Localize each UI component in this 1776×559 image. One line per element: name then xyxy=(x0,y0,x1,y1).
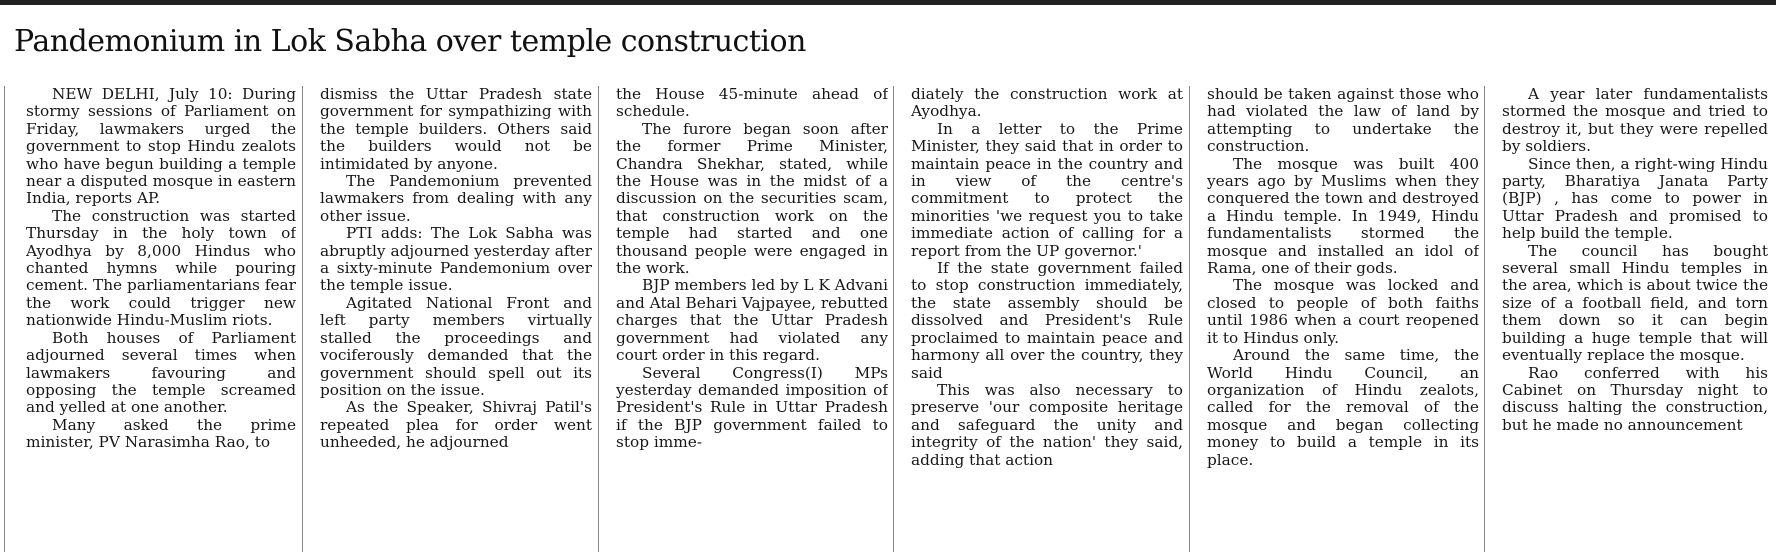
article-body xyxy=(8,86,1776,546)
paragraph: dismiss the Uttar Pradesh state government for sympathizing with the temple builders. Others said the builders would not be intimidated by anyone. xyxy=(320,86,592,173)
paragraph: Several Congress(I) MPs yesterday demanded imposition of President's Rule in Uttar Pradesh if the BJP government failed to stop imme- xyxy=(616,363,888,452)
paragraph: The Pandemonium prevented lawmakers from dealing with any other issue. xyxy=(320,172,592,225)
paragraph: Rao conferred with his Cabinet on Thursday night to discuss halting the construction, but he made no announcement xyxy=(1502,363,1768,434)
column-5 xyxy=(1207,86,1479,546)
column-2 xyxy=(320,86,592,546)
column-1 xyxy=(26,86,296,546)
paragraph: Both houses of Parliament adjourned several times when lawmakers favouring and opposing the temple screamed and yelled at one another. xyxy=(26,328,296,417)
paragraph: As the Speaker, Shivraj Patil's repeated plea for order went unheeded, he adjourned xyxy=(320,398,592,452)
column-6 xyxy=(1502,86,1768,546)
paragraph: In a letter to the Prime Minister, they said that in order to maintain peace in the country and in view of the centre's commitment to protect the minorities 'we request you to take immediate action of calling for a report from the UP governor.' xyxy=(911,119,1183,260)
paragraph: should be taken against those who had violated the law of land by attempting to undertake the construction. xyxy=(1207,86,1479,156)
paragraph: Agitated National Front and left party members virtually stalled the proceedings and vociferously demanded that the government should spell out its position on the issue. xyxy=(320,293,592,399)
paragraph: The mosque was built 400 years ago by Muslims when they conquered the town and destroyed a Hindu temple. In 1949, Hindu fundamentalists stormed the mosque and installed an idol of Rama, one of their gods. xyxy=(1207,154,1479,278)
paragraph: The mosque was locked and closed to people of both faiths until 1986 when a court reopened it to Hindus only. xyxy=(1207,276,1479,347)
paragraph: Many asked the prime minister, PV Narasimha Rao, to xyxy=(26,415,296,452)
paragraph: The furore began soon after the former Prime Minister, Chandra Shekhar, stated, while the House was in the midst of a discussion on the securities scam, that construction work on the temple had started and one thousand people were engaged in the work. xyxy=(616,119,888,278)
paragraph: BJP members led by L K Advani and Atal Behari Vajpayee, rebutted charges that the Uttar Pradesh government had violated any court order in this regard. xyxy=(616,276,888,365)
paragraph: diately the construction work at Ayodhya. xyxy=(911,86,1183,121)
column-3 xyxy=(616,86,888,546)
paragraph: PTI adds: The Lok Sabha was abruptly adjourned yesterday after a sixty-minute Pandemonium over the temple issue. xyxy=(320,224,592,295)
paragraph: If the state government failed to stop construction immediately, the state assembly should be dissolved and President's Rule proclaimed to maintain peace and harmony all over the country, they said xyxy=(911,259,1183,382)
paragraph: the House 45-minute ahead of schedule. xyxy=(616,86,888,121)
paragraph: A year later fundamentalists stormed the mosque and tried to destroy it, but they were repelled by soldiers. xyxy=(1502,86,1768,156)
column-rule xyxy=(4,86,5,552)
column-4 xyxy=(911,86,1183,546)
headline: Pandemonium in Lok Sabha over temple construction xyxy=(14,24,806,59)
paragraph: The construction was started Thursday in the holy town of Ayodhya by 8,000 Hindus who chanted hymns while pouring cement. The parliamentarians fear the work could trigger new nationwide Hindu-Muslim riots. xyxy=(26,206,296,330)
paragraph: This was also necessary to preserve 'our composite heritage and safeguard the unity and integrity of the nation' they said, adding that action xyxy=(911,380,1183,469)
paragraph: NEW DELHI, July 10: During stormy sessions of Parliament on Friday, lawmakers urged the government to stop Hindu zealots who have begun building a temple near a disputed mosque in eastern India, reports AP. xyxy=(26,86,296,208)
paragraph: The council has bought several small Hindu temples in the area, which is about twice the size of a football field, and torn them down so it can begin building a huge temple that will eventually replace the mosque. xyxy=(1502,241,1768,365)
paragraph: Around the same time, the World Hindu Council, an organization of Hindu zealots, called for the removal of the mosque and began collecting money to build a temple in its place. xyxy=(1207,346,1479,469)
paragraph: Since then, a right-wing Hindu party, Bharatiya Janata Party (BJP) , has come to power in Uttar Pradesh and promised to help build the temple. xyxy=(1502,154,1768,243)
